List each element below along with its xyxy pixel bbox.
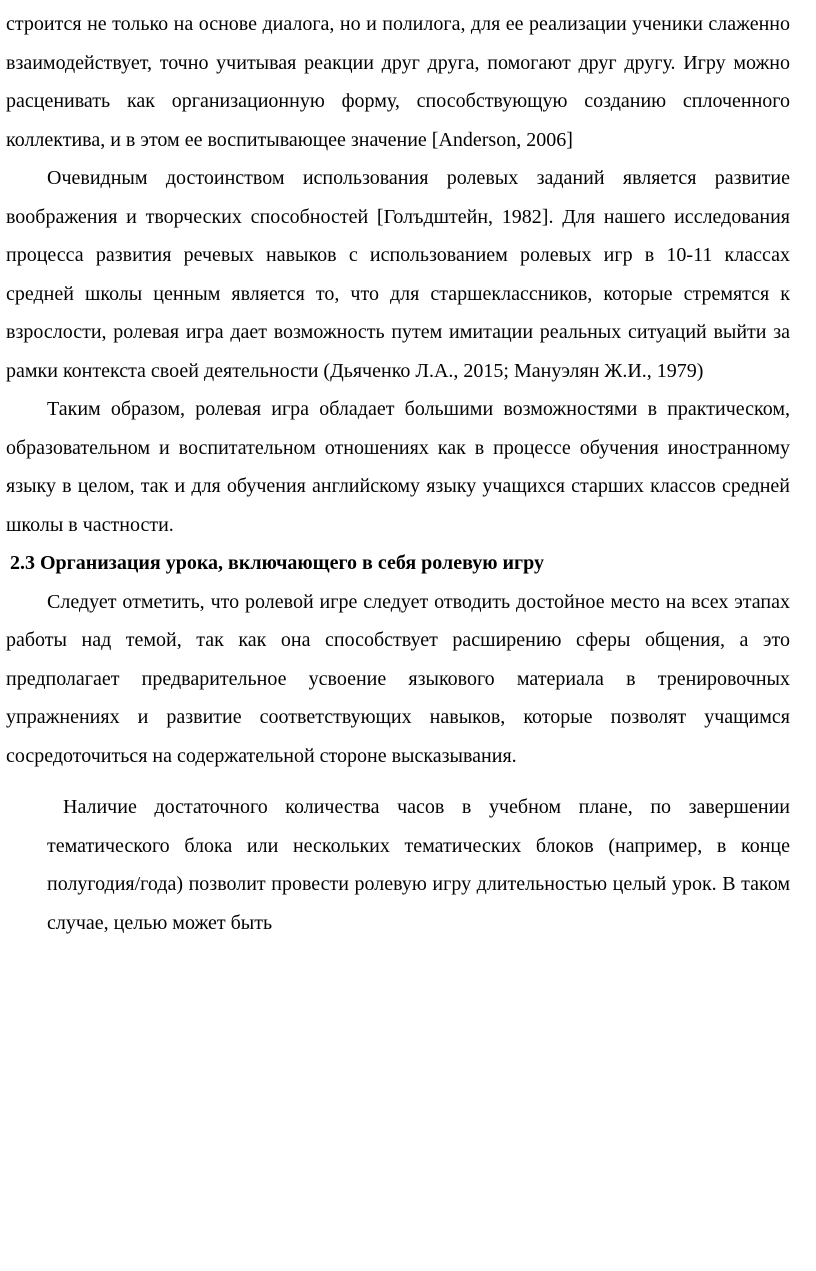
paragraph: Таким образом, ролевая игра обладает большими возможностями в практическом, образовательном и воспитательном отношениях как в процессе обучения иностранному языку в целом, так и для обучения английскому языку учащихся старших классов средней школы в частности.: [6, 398, 790, 536]
section-heading: 2.3 Организация урока, включающего в себя ролевую игру: [10, 552, 544, 574]
paragraph-continuation: строится не только на основе диалога, но и полилога, для ее реализации ученики слаженно взаимодействует, точно учитывая реакции друг друга, помогают друг другу. Игру можно расценивать как организационную форму, способствующую созданию сплоченного коллектива, и в этом ее воспитывающее значение [Anderson, 2006]: [6, 13, 790, 151]
paragraph: Наличие достаточного количества часов в учебном плане, по завершении тематического блока или нескольких тематических блоков (например, в конце полугодия/года) позволит провести ролевую игру длительностью целый урок. В таком случае, целью может быть: [47, 796, 790, 934]
paragraph: Следует отметить, что ролевой игре следует отводить достойное место на всех этапах работы над темой, так как она способствует расширению сферы общения, а это предполагает предварительное усвоение языкового материала в тренировочных упражнениях и развитие соответствующих навыков, которые позволят учащимся сосредоточиться на содержательной стороне высказывания.: [6, 590, 790, 767]
paragraph: Очевидным достоинством использования ролевых заданий является развитие воображения и творческих способностей [Голъдштейн, 1982]. Для нашего исследования процесса развития речевых навыков с использованием ролевых игр в 10-11 классах средней школы ценным является то, что для старшеклассников, которые стремятся к взрослости, ролевая игра дает возможность путем имитации реальных ситуаций выйти за рамки контекста своей деятельности (Дьяченко Л.А., 2015; Мануэлян Ж.И., 1979): [6, 167, 790, 382]
